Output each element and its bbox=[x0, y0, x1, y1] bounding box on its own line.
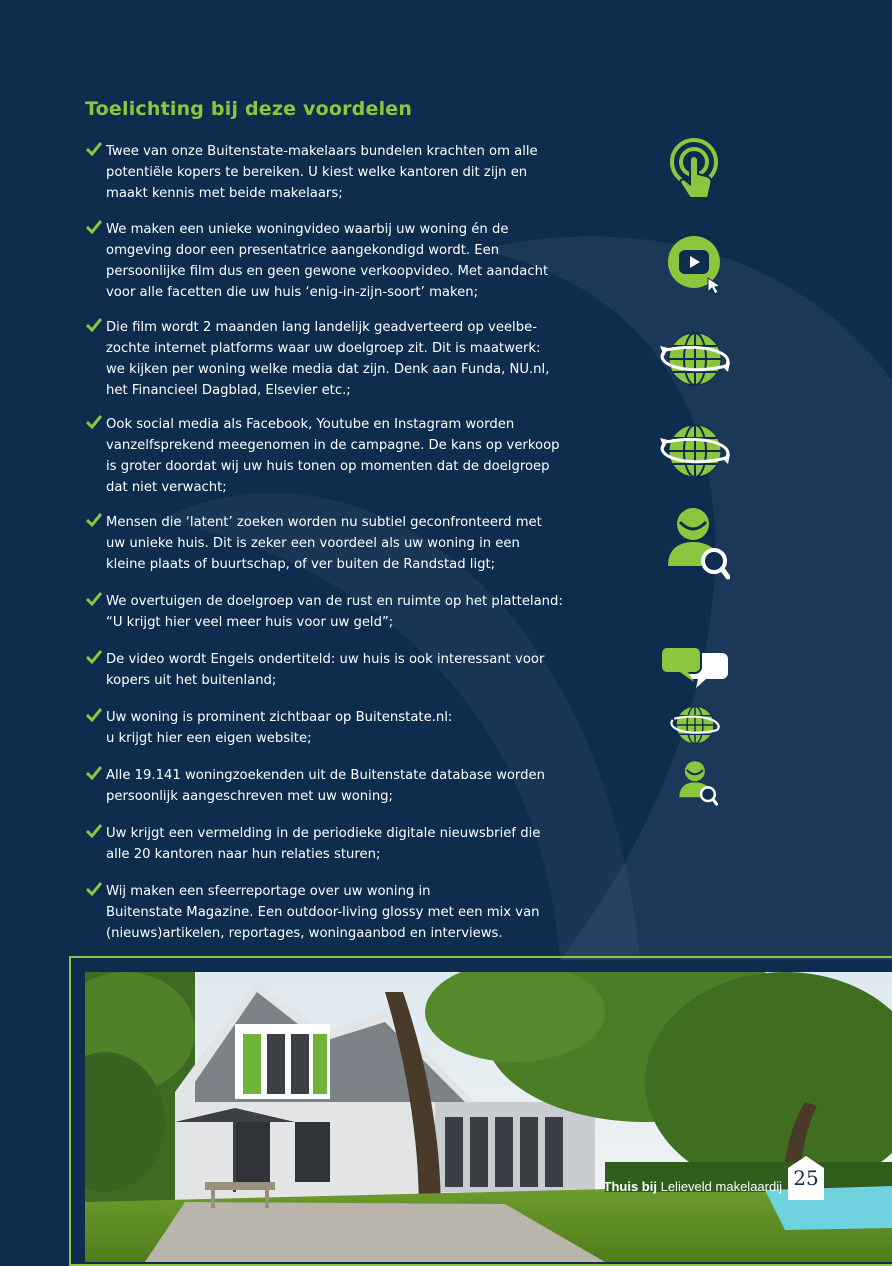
list-item bbox=[86, 512, 566, 575]
check-icon bbox=[86, 708, 102, 722]
check-icon bbox=[86, 824, 102, 838]
check-icon bbox=[86, 220, 102, 234]
list-item bbox=[86, 881, 566, 944]
check-icon bbox=[86, 513, 102, 527]
globe-icon bbox=[656, 422, 734, 480]
house-garden-photo bbox=[85, 972, 892, 1262]
touch-icon bbox=[666, 138, 722, 206]
list-item-text: Wij maken een sfeerreportage over uw woning in Buitenstate Magazine. Een outdoor-living glossy met een mix van (nieuws)artikelen, reportages, woningaanbod en interviews. bbox=[106, 884, 540, 941]
list-item bbox=[86, 649, 566, 691]
list-item-text: Die film wordt 2 maanden lang landelijk geadverteerd op veelbe- zochte internet platforms waar uw doelgroep zit. Dit is maatwerk: we kijken per woning welke media dat zijn. Denk aan Funda, NU.nl, het Financieel Dagblad, Elsevier etc.; bbox=[106, 320, 550, 398]
list-item bbox=[86, 219, 566, 303]
check-icon bbox=[86, 592, 102, 606]
list-item-text: Uw krijgt een vermelding in de periodieke digitale nieuwsbrief die alle 20 kantoren naar hun relaties sturen; bbox=[106, 826, 541, 862]
speech-bubbles-icon bbox=[660, 646, 730, 690]
list-item-text: Ook social media als Facebook, Youtube en Instagram worden vanzelfsprekend meegenomen in de campagne. De kans op verkoop is groter doordat wij uw huis tonen op momenten dat de doelgroep dat niet verwacht; bbox=[106, 417, 560, 495]
list-item-text: We overtuigen de doelgroep van de rust en ruimte op het platteland: “U krijgt hier veel meer huis voor uw geld”; bbox=[106, 594, 563, 630]
user-search-icon bbox=[678, 760, 718, 806]
list-item bbox=[86, 707, 566, 749]
page-footer bbox=[600, 1166, 892, 1208]
footer-brand bbox=[604, 1179, 782, 1194]
check-icon bbox=[86, 415, 102, 429]
check-icon bbox=[86, 882, 102, 896]
list-item-text: Twee van onze Buitenstate-makelaars bundelen krachten om alle potentiële kopers te bereiken. U kiest welke kantoren dit zijn en maakt kennis met beide makelaars; bbox=[106, 144, 538, 201]
list-item bbox=[86, 414, 566, 498]
user-search-icon bbox=[666, 506, 730, 580]
globe-icon bbox=[667, 704, 723, 746]
footer-company: Lelieveld makelaardij bbox=[660, 1179, 782, 1194]
footer-prefix: Thuis bij bbox=[603, 1179, 657, 1194]
check-icon bbox=[86, 318, 102, 332]
globe-icon bbox=[656, 330, 734, 388]
list-item-text: We maken een unieke woningvideo waarbij uw woning én de omgeving door een presentatrice aangekondigd wordt. Een persoonlijke film dus en geen gewone verkoopvideo. Met aandacht voor alle facetten die uw huis ‘enig-in-zijn-soort’ maken; bbox=[106, 222, 549, 300]
list-item bbox=[86, 591, 566, 633]
list-item-text: De video wordt Engels ondertiteld: uw huis is ook interessant voor kopers uit het buitenland; bbox=[106, 652, 545, 688]
list-item-text: Mensen die ‘latent’ zoeken worden nu subtiel geconfronteerd met uw unieke huis. Dit is zeker een voordeel als uw woning in een kleine plaats of buurtschap, of ver buiten de Randstad ligt; bbox=[106, 515, 542, 572]
list-item-text: Uw woning is prominent zichtbaar op Buitenstate.nl: u krijgt hier een eigen website; bbox=[106, 710, 453, 746]
list-item-text: Alle 19.141 woningzoekenden uit de Buitenstate database worden persoonlijk aangeschreven met uw woning; bbox=[106, 768, 545, 804]
list-item bbox=[86, 141, 566, 204]
list-item bbox=[86, 823, 566, 865]
check-icon bbox=[86, 766, 102, 780]
check-icon bbox=[86, 142, 102, 156]
check-icon bbox=[86, 650, 102, 664]
page-number: 25 bbox=[793, 1166, 819, 1190]
section-heading: Toelichting bij deze voordelen bbox=[85, 98, 413, 120]
list-item bbox=[86, 317, 566, 401]
video-play-icon bbox=[666, 234, 724, 296]
list-item bbox=[86, 765, 566, 807]
